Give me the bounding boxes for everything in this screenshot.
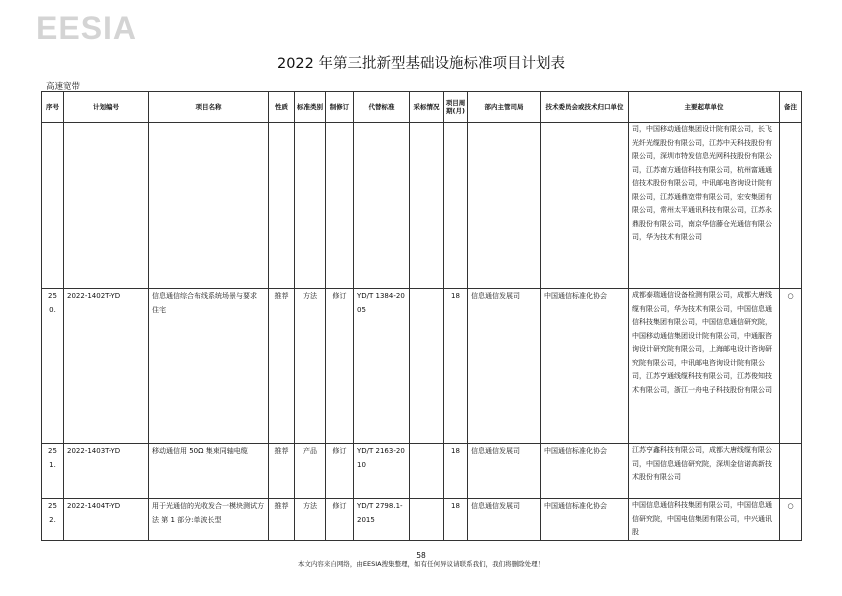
page-number: 58 — [416, 551, 426, 560]
table-row — [42, 499, 802, 541]
cell-note: ○ — [780, 499, 802, 541]
cell-no: 250. — [42, 289, 64, 444]
cell-category: 方法 — [295, 289, 326, 444]
table-header-row — [42, 92, 802, 123]
cell-replace-standard: YD/T 2163-2010 — [354, 444, 410, 499]
cell-replace-standard — [354, 123, 410, 289]
header-note: 备注 — [780, 92, 802, 123]
cell-project-name: 用于光通信的光收发合一模块测试方法 第 1 部分:单波长型 — [149, 499, 269, 541]
cell-revise: 修订 — [326, 289, 354, 444]
cell-committee: 中国通信标准化协会 — [541, 289, 629, 444]
header-cycle: 项目周期(月) — [444, 92, 468, 123]
cell-cycle: 18 — [444, 444, 468, 499]
footer-note: 本文内容来自网络，由EESIA搜集整理，如有任何异议请联系我们，我们将删除处理！ — [297, 560, 545, 568]
cell-replace-standard: YD/T 2798.1-2015 — [354, 499, 410, 541]
header-adopt: 采标情况 — [410, 92, 444, 123]
cell-category: 方法 — [295, 499, 326, 541]
cell-cycle: 18 — [444, 289, 468, 444]
cell-note — [780, 444, 802, 499]
cell-nature: 推荐 — [269, 444, 295, 499]
cell-nature — [269, 123, 295, 289]
cell-adopt — [410, 123, 444, 289]
cell-adopt — [410, 444, 444, 499]
header-category: 标准类别 — [295, 92, 326, 123]
header-drafting-units: 主要起草单位 — [629, 92, 780, 123]
cell-nature: 推荐 — [269, 289, 295, 444]
table-row — [42, 123, 802, 289]
document-title: 2022 年第三批新型基础设施标准项目计划表 — [276, 56, 565, 72]
cell-plan-number: 2022-1404T-YD — [64, 499, 149, 541]
cell-project-name: 信息通信综合布线系统场景与要求 住宅 — [149, 289, 269, 444]
cell-category: 产品 — [295, 444, 326, 499]
cell-plan-number: 2022-1402T-YD — [64, 289, 149, 444]
cell-note — [780, 123, 802, 289]
cell-committee: 中国通信标准化协会 — [541, 444, 629, 499]
cell-project-name: 移动通信用 50Ω 集束同轴电缆 — [149, 444, 269, 499]
cell-cycle: 18 — [444, 499, 468, 541]
header-nature: 性质 — [269, 92, 295, 123]
cell-committee — [541, 123, 629, 289]
header-committee: 技术委员会或技术归口单位 — [541, 92, 629, 123]
cell-note: ○ — [780, 289, 802, 444]
header-project-name: 项目名称 — [149, 92, 269, 123]
cell-replace-standard: YD/T 1384-2005 — [354, 289, 410, 444]
header-replace-standard: 代替标准 — [354, 92, 410, 123]
cell-committee: 中国通信标准化协会 — [541, 499, 629, 541]
cell-drafting-units: 成都泰瑞通信设备检测有限公司，成都大唐线缆有限公司，华为技术有限公司，中国信息通信科技集团有限公司，中国信息通信研究院，中国移动通信集团设计院有限公司，中通服咨询设计研究院有限公司，上海邮电设计咨询研究院有限公司，中讯邮电咨询设计院有限公司，江苏亨通线缆科技有限公司，江苏俊知技术有限公司，浙江一舟电子科技股份有限公司 — [629, 289, 780, 444]
cell-department — [468, 123, 541, 289]
cell-drafting-units: 江苏亨鑫科技有限公司，成都大唐线缆有限公司，中国信息通信研究院，深圳金信诺高新技术股份有限公司 — [629, 444, 780, 499]
cell-department: 信息通信发展司 — [468, 289, 541, 444]
header-revise: 制修订 — [326, 92, 354, 123]
section-label: 高速宽带 — [46, 82, 81, 92]
cell-adopt — [410, 499, 444, 541]
cell-revise: 修订 — [326, 444, 354, 499]
header-plan-number: 计划编号 — [64, 92, 149, 123]
cell-revise: 修订 — [326, 499, 354, 541]
cell-category — [295, 123, 326, 289]
cell-drafting-units: 中国信息通信科技集团有限公司，中国信息通信研究院，中国电信集团有限公司，中兴通讯股 — [629, 499, 780, 541]
cell-plan-number: 2022-1403T-YD — [64, 444, 149, 499]
cell-cycle — [444, 123, 468, 289]
table-row — [42, 289, 802, 444]
cell-project-name — [149, 123, 269, 289]
cell-drafting-units: 司，中国移动通信集团设计院有限公司，长飞光纤光缆股份有限公司，江苏中天科技股份有限公司，深圳市特发信息光网科技股份有限公司，江苏南方通信科技有限公司，杭州富通通信技术股份有限公司，中讯邮电咨询设计院有限公司，江苏通鼎宽带有限公司，宏安集团有限公司，常州太平通讯科技有限公司，江苏永鼎股份有限公司，南京华信藤仓光通信有限公司，华为技术有限公司 — [629, 123, 780, 289]
cell-revise — [326, 123, 354, 289]
table-row — [42, 444, 802, 499]
standards-plan-table — [41, 91, 802, 541]
cell-department: 信息通信发展司 — [468, 499, 541, 541]
cell-no: 252. — [42, 499, 64, 541]
cell-adopt — [410, 289, 444, 444]
cell-no: 251. — [42, 444, 64, 499]
cell-no — [42, 123, 64, 289]
cell-nature: 推荐 — [269, 499, 295, 541]
cell-department: 信息通信发展司 — [468, 444, 541, 499]
cell-plan-number — [64, 123, 149, 289]
header-department: 部内主管司局 — [468, 92, 541, 123]
eesia-logo: EESIA — [36, 10, 138, 46]
header-no: 序号 — [42, 92, 64, 123]
